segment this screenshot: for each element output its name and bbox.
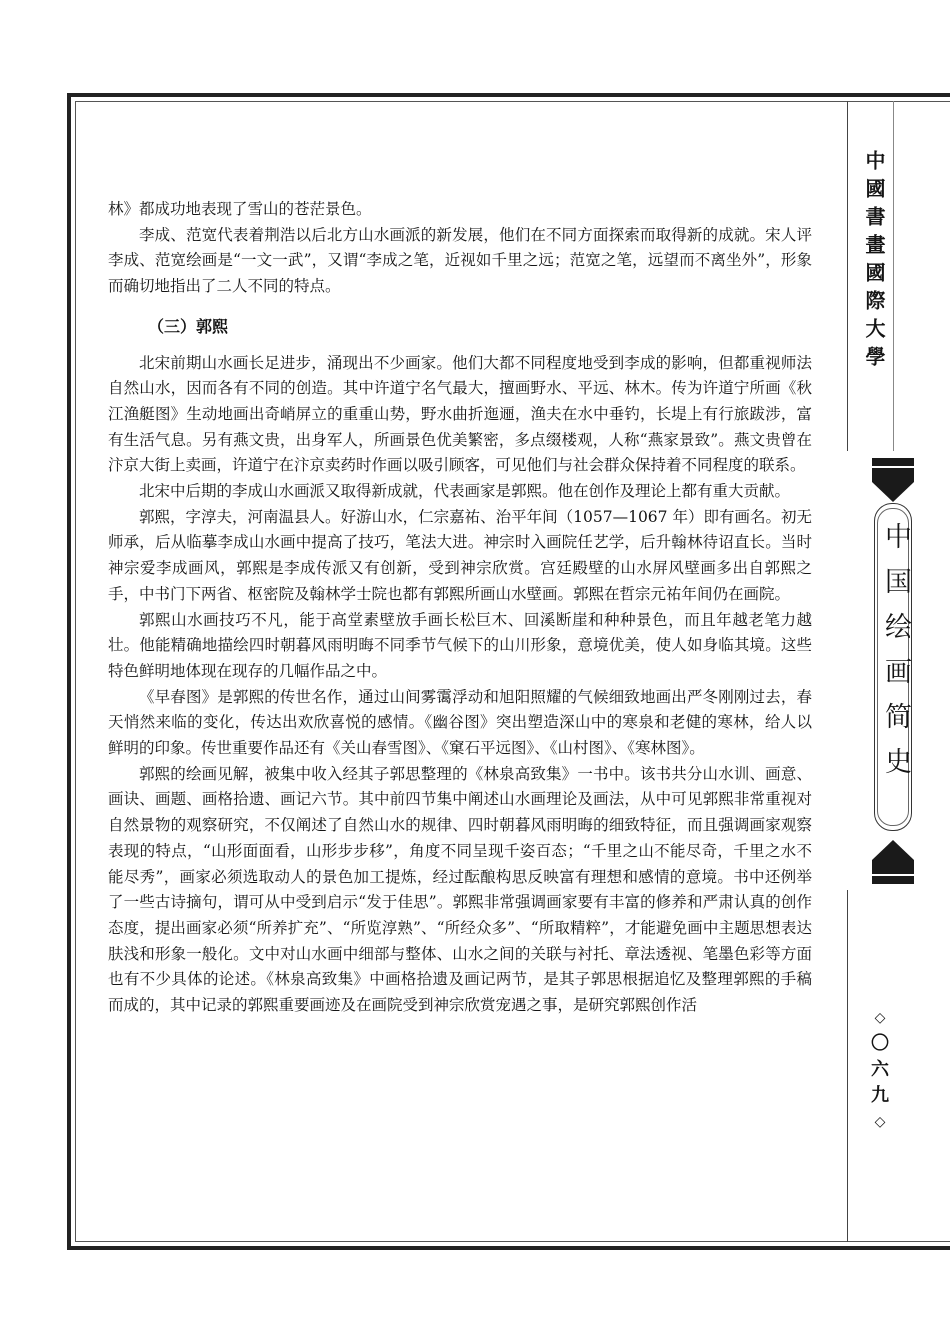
paragraph: 郭熙的绘画见解，被集中收入经其子郭思整理的《林泉高致集》一书中。该书共分山水训、画意、画诀、画题、画格拾遗、画记六节。其中前四节集中阐述山水画理论及画法，从中可见郭熙非常重视对自然景物的观察研究，不仅阐述了自然山水的规律、四时朝暮风雨明晦的细致特征，而且强调画家观察表现的特点，“山形面面看，山形步步移”，角度不同呈现千姿百态；“千里之山不能尽奇，千里之水不能尽秀”，画家必须选取动人的景色加工提炼，经过酝酿构思反映富有理想和感情的意境。书中还例举了一些古诗摘句，谓可从中受到启示“发于佳思”。郭熙非常强调画家要有丰富的修养和严肃认真的创作态度，提出画家必须“所养扩充”、“所览淳熟”、“所经众多”、“所取精粹”，才能避免画中主题思想表达肤浅和形象一般化。文中对山水画中细部与整体、山水之间的关联与衬托、章法透视、笔墨色彩等方面也有不少具体的论述。《林泉高致集》中画格拾遗及画记两节，是其子郭思根据追忆及整理郭熙的手稿而成的，其中记录的郭熙重要画迹及在画院受到神宗欣赏宠遇之事，是研究郭熙创作活: [108, 764, 812, 1015]
school-name: 中國書畫國際大學: [862, 150, 886, 374]
page-number-digit: 九: [871, 1085, 889, 1106]
paragraph: 北宋中后期的李成山水画派又取得新成就，代表画家是郭熙。他在创作及理论上都有重大贡献。: [139, 482, 791, 501]
page-number-digit: 六: [871, 1059, 889, 1080]
side-rule-upper: [847, 101, 848, 451]
paragraph: 李成、范宽代表着荆浩以后北方山水画派的新发展，他们在不同方面探索而取得新的成就。宋人评李成、范宽绘画是“一文一武”，又谓“李成之笔，近视如千里之远；范宽之笔，远望而不离坐外”，形象而确切地指出了二人不同的特点。: [108, 225, 812, 296]
title-bottom-chevron-icon: [872, 840, 914, 874]
page-number: [866, 1005, 894, 1135]
side-rule-right-upper: [893, 101, 894, 451]
paragraph: 《早春图》是郭熙的传世名作，通过山间雾霭浮动和旭阳照耀的气候细致地画出严冬刚刚过去，春天悄然来临的变化，传达出欢欣喜悦的感情。《幽谷图》突出塑造深山中的寒泉和老健的寒林，给人以鲜明的印象。传世重要作品还有《关山春雪图》、《窠石平远图》、《山村图》、《寒林图》。: [108, 687, 812, 758]
page-number-digit: 〇: [871, 1033, 889, 1054]
title-top-bar: [872, 458, 914, 466]
title-top-chevron-icon: [872, 468, 914, 502]
section-heading: （三）郭熙: [148, 316, 229, 336]
body-text: [108, 197, 812, 1019]
title-bottom-bar: [872, 876, 914, 884]
paragraph: 林》都成功地表现了雪山的苍茫景色。: [108, 200, 372, 218]
diamond-icon: ◇: [874, 1010, 886, 1026]
paragraph: 郭熙山水画技巧不凡，能于高堂素壁放手画长松巨木、回溪断崖和种种景色，而且年越老笔力越壮。他能精确地描绘四时朝暮风雨明晦不同季节气候下的山川形象，意境优美，使人如身临其境。这些特色鲜明地体现在现存的几幅作品之中。: [108, 610, 812, 680]
paragraph: 郭熙，字淳夫，河南温县人。好游山水，仁宗嘉祐、治平年间（1057—1067 年）即有画名。初无师承，后从临摹李成山水画中提高了技巧，笔法大进。神宗时入画院任艺学，后升翰林待诏直长。当时神宗爱李成画风，郭熙是李成传派又有创新，受到神宗欣赏。宫廷殿壁的山水屏风壁画多出自郭熙之手，中书门下两省、枢密院及翰林学士院也都有郭熙所画山水壁画。郭熙在哲宗元祐年间仍在画院。: [108, 507, 812, 603]
paragraph: 北宋前期山水画长足进步，涌现出不少画家。他们大都不同程度地受到李成的影响，但都重视师法自然山水，因而各有不同的创造。其中许道宁名气最大，擅画野水、平远、林木。传为许道宁所画《秋江渔艇图》生动地画出奇峭屏立的重重山势，野水曲折迤逦，渔夫在水中垂钓，长堤上有行旅跋涉，富有生活气息。另有燕文贵，出身军人，所画景色优美繁密，多点缀楼观，人称“燕家景致”。燕文贵曾在汴京大街上卖画，许道宁在汴京卖药时作画以吸引顾客，可见他们与社会群众保持着不同程度的联系。: [108, 353, 812, 475]
side-rule-lower: [847, 890, 848, 1242]
diamond-icon: ◇: [874, 1114, 886, 1130]
book-title: 中国绘画简史: [880, 522, 911, 792]
